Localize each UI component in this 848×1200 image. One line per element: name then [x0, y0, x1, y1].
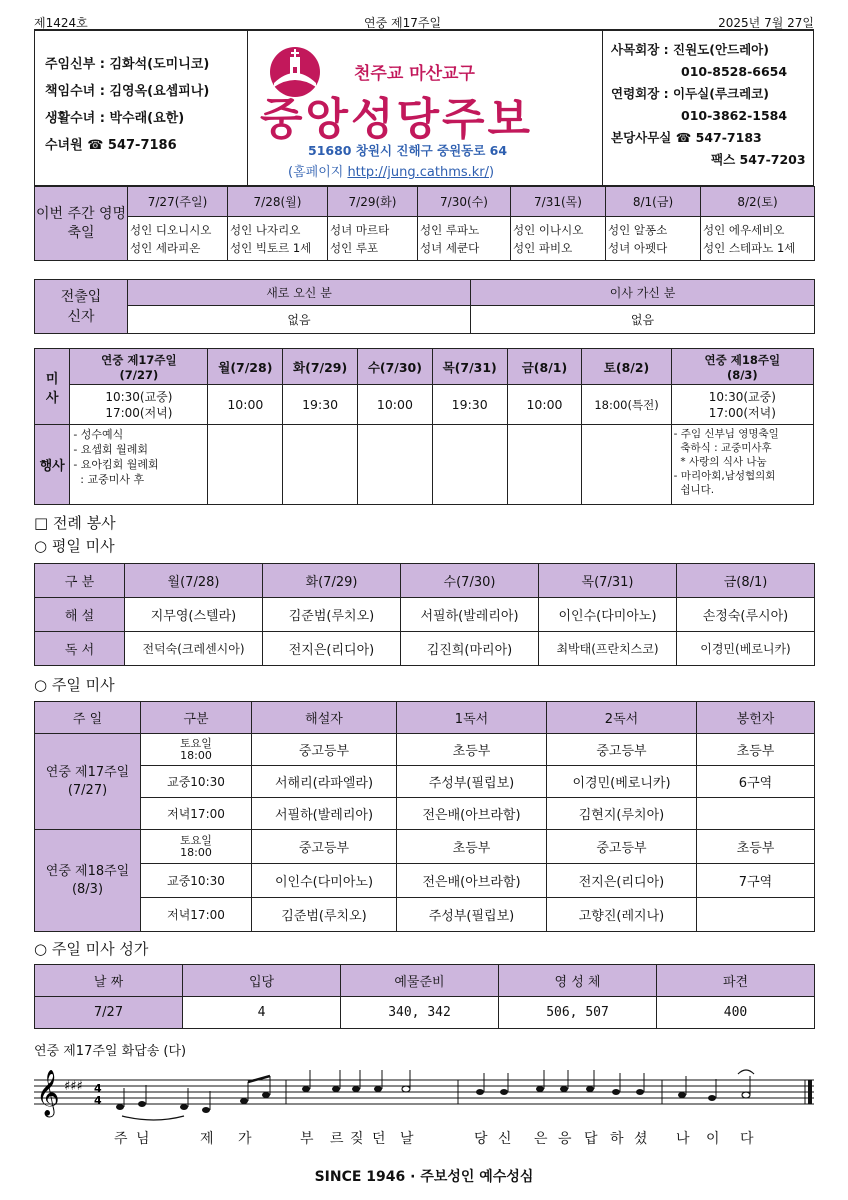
col-header: 화(7/29) — [263, 564, 401, 598]
lyric-syllable: 신 — [498, 1131, 512, 1147]
table-cell: 김진희(마리아) — [401, 632, 539, 666]
table-cell: 이인수(다미아노) — [252, 864, 397, 898]
table-cell: 김준범(루치오) — [263, 598, 401, 632]
transfer-out-value: 없음 — [471, 306, 815, 334]
schedule-day: 화(7/29) — [283, 349, 358, 385]
fax: 팩스 547-7203 — [711, 152, 806, 167]
lyric-syllable: 주 — [114, 1131, 128, 1147]
sunday-table — [34, 701, 815, 932]
convent-phone: 수녀원 ☎ 547-7186 — [45, 138, 177, 153]
svg-text:4: 4 — [94, 1094, 102, 1107]
table-cell: 주성부(필립보) — [397, 766, 547, 798]
psalm-lyrics — [34, 1128, 814, 1152]
col-header: 1독서 — [397, 702, 547, 734]
mass-time: 10:30(교중) 17:00(저녁) — [671, 385, 813, 425]
table-cell: 전지은(리디아) — [263, 632, 401, 666]
table-cell: 서해리(라파엘라) — [252, 766, 397, 798]
col-header: 금(8/1) — [677, 564, 815, 598]
feast-day: 7/27(주일) — [128, 187, 228, 217]
table-cell — [697, 798, 815, 830]
table-row — [35, 864, 815, 898]
table-row — [35, 598, 815, 632]
saint-name: 성인 나자리오 — [230, 222, 301, 237]
lyric-syllable: 셨 — [634, 1131, 648, 1147]
col-header: 영 성 체 — [499, 965, 657, 997]
table-cell: 전은배(아브라함) — [397, 798, 547, 830]
col-header: 구 분 — [35, 564, 125, 598]
table-cell: 손정숙(루시아) — [677, 598, 815, 632]
pastor-line: 주임신부 : 김화석(도미니코) — [45, 57, 210, 72]
table-cell: 김준범(루치오) — [252, 898, 397, 932]
saint-name: 성녀 세쿤다 — [420, 240, 480, 255]
event-item: 쉽니다. — [673, 484, 715, 496]
lyric-syllable: 나 — [676, 1131, 690, 1147]
lyric-syllable: 던 — [372, 1131, 386, 1147]
table-cell: 교중10:30 — [141, 766, 252, 798]
col-header: 목(7/31) — [539, 564, 677, 598]
saint-name: 성녀 아펫다 — [608, 240, 668, 255]
saint-name: 성인 이나시오 — [513, 222, 584, 237]
col-header: 구분 — [141, 702, 252, 734]
table-cell: 교중10:30 — [141, 864, 252, 898]
bulletin-title: 중앙성당주보 — [260, 94, 534, 145]
col-header: 입당 — [183, 965, 341, 997]
event-item: - 마리아회,남성협의회 — [673, 470, 776, 482]
saint-name: 성인 디오니시오 — [130, 222, 212, 237]
table-cell: 초등부 — [697, 734, 815, 766]
svg-text:♯♯♯: ♯♯♯ — [64, 1079, 83, 1094]
saint-name: 성인 파비오 — [513, 240, 573, 255]
saint-name: 성인 루포 — [330, 240, 379, 255]
col-header: 파견 — [657, 965, 815, 997]
sunday-heading: ○ 주일 미사 — [34, 676, 115, 694]
lyric-syllable: 르 — [330, 1131, 344, 1147]
table-cell: 7구역 — [697, 864, 815, 898]
saint-name: 성녀 마르타 — [330, 222, 390, 237]
event-item: - 요아킴회 월례회 — [73, 458, 159, 471]
table-row — [35, 830, 815, 864]
transfer-in-header: 새로 오신 분 — [128, 280, 471, 306]
mass-time: 18:00(특전) — [582, 385, 671, 425]
schedule-day: 목(7/31) — [432, 349, 507, 385]
table-row — [35, 898, 815, 932]
table-cell: 이경민(베로니카) — [547, 766, 697, 798]
psalm-caption: 연중 제17주일 화답송 (다) — [34, 1044, 187, 1059]
issue-number: 제1424호 — [34, 16, 88, 30]
table-cell: 고향진(레지나) — [547, 898, 697, 932]
issue-date: 2025년 7월 27일 — [718, 16, 814, 30]
event-item: * 사랑의 식사 나눔 — [673, 456, 767, 468]
lyric-syllable: 답 — [584, 1131, 598, 1147]
sister2-line: 생활수녀 : 박수래(요한) — [45, 111, 185, 126]
lyric-syllable: 님 — [136, 1131, 150, 1147]
hymn-date: 7/27 — [35, 997, 183, 1029]
mass-schedule-table — [34, 348, 814, 505]
col-header: 2독서 — [547, 702, 697, 734]
hymn-number: 400 — [657, 997, 815, 1029]
col-header: 해설자 — [252, 702, 397, 734]
masthead-center — [248, 31, 602, 185]
col-header: 수(7/30) — [401, 564, 539, 598]
table-row — [35, 766, 815, 798]
table-cell: 중고등부 — [547, 734, 697, 766]
hymns-table — [34, 964, 815, 1029]
sunday-group-label: 연중 제18주일 (8/3) — [35, 830, 141, 932]
table-cell: 6구역 — [697, 766, 815, 798]
lyric-syllable: 가 — [238, 1131, 252, 1147]
schedule-day: 금(8/1) — [507, 349, 582, 385]
table-cell: 저녁17:00 — [141, 798, 252, 830]
feast-day: 7/30(수) — [418, 187, 511, 217]
hymn-number: 340, 342 — [341, 997, 499, 1029]
feast-day: 8/2(토) — [701, 187, 815, 217]
funeral-president: 연령회장 : 이두실(루크레코) — [611, 86, 769, 101]
svg-text:4: 4 — [94, 1082, 102, 1095]
table-row — [35, 997, 815, 1029]
lyric-syllable: 은 — [534, 1131, 548, 1147]
saint-name: 성인 에우세비오 — [703, 222, 785, 237]
mass-time: 19:30 — [432, 385, 507, 425]
table-cell: 이경민(베로니카) — [677, 632, 815, 666]
table-cell: 최박태(프란치스코) — [539, 632, 677, 666]
clergy-info — [35, 31, 248, 185]
feast-label: 이번 주간 영명축일 — [35, 187, 128, 261]
table-cell: 김현지(루치아) — [547, 798, 697, 830]
feast-day: 8/1(금) — [606, 187, 701, 217]
table-cell: 초등부 — [697, 830, 815, 864]
svg-text:𝄞: 𝄞 — [36, 1070, 60, 1116]
table-cell: 이인수(다미아노) — [539, 598, 677, 632]
transfer-in-value: 없음 — [128, 306, 471, 334]
mass-time: 10:00 — [358, 385, 433, 425]
parish-name: 천주교 마산교구 — [354, 64, 475, 84]
col-header: 봉헌자 — [697, 702, 815, 734]
mass-time: 10:00 — [208, 385, 283, 425]
table-cell: 토요일 18:00 — [141, 830, 252, 864]
saint-name: 성인 빅토르 1세 — [230, 240, 312, 255]
table-cell: 중고등부 — [252, 734, 397, 766]
event-item: : 교중미사 후 — [73, 473, 145, 486]
schedule-day: 수(7/30) — [358, 349, 433, 385]
lyric-syllable: 날 — [400, 1131, 414, 1147]
sunday-group-label: 연중 제17주일 (7/27) — [35, 734, 141, 830]
schedule-day: 월(7/28) — [208, 349, 283, 385]
table-cell: 중고등부 — [252, 830, 397, 864]
table-row — [35, 632, 815, 666]
lyric-syllable: 응 — [558, 1131, 572, 1147]
col-header: 월(7/28) — [125, 564, 263, 598]
events-next-sunday — [671, 425, 813, 505]
church-address: 51680 창원시 진해구 중원동로 64 — [308, 143, 508, 158]
lyric-syllable: 당 — [474, 1131, 488, 1147]
row-label: 해 설 — [35, 598, 125, 632]
table-cell — [697, 898, 815, 932]
table-cell: 전은배(아브라함) — [397, 864, 547, 898]
homepage: (홈페이지 http://jung.cathms.kr/) — [288, 165, 495, 180]
masthead — [34, 30, 814, 186]
table-cell: 토요일 18:00 — [141, 734, 252, 766]
mass-time: 19:30 — [283, 385, 358, 425]
feast-day: 7/31(목) — [511, 187, 606, 217]
music-staff — [34, 1058, 814, 1122]
lyric-syllable: 짖 — [350, 1131, 364, 1147]
saint-name: 성인 루파노 — [420, 222, 480, 237]
table-cell: 중고등부 — [547, 830, 697, 864]
transfer-table — [34, 279, 815, 334]
schedule-day: 연중 제18주일 (8/3) — [671, 349, 813, 385]
table-cell: 서필하(발레리아) — [401, 598, 539, 632]
table-row — [35, 734, 815, 766]
homepage-link[interactable]: http://jung.cathms.kr/ — [347, 165, 490, 180]
footer-motto: SINCE 1946 · 주보성인 예수성심 — [314, 1169, 534, 1185]
mass-time: 10:30(교중) 17:00(저녁) — [70, 385, 208, 425]
lyric-syllable: 부 — [300, 1131, 314, 1147]
mass-label: 미사 — [35, 349, 70, 425]
table-cell: 지무영(스텔라) — [125, 598, 263, 632]
funeral-phone: 010-3862-1584 — [681, 108, 788, 123]
weekday-table — [34, 563, 815, 666]
row-label: 독 서 — [35, 632, 125, 666]
transfer-label: 전출입 신자 — [35, 280, 128, 334]
table-cell: 초등부 — [397, 734, 547, 766]
top-bar — [34, 12, 814, 32]
col-header: 주 일 — [35, 702, 141, 734]
table-cell: 서필하(발레리아) — [252, 798, 397, 830]
hymns-heading: ○ 주일 미사 성가 — [34, 940, 149, 958]
lyric-syllable: 이 — [706, 1131, 720, 1147]
liturgical-week: 연중 제17주일 — [364, 16, 442, 30]
events-sunday — [70, 425, 208, 505]
office-phone: 본당사무실 ☎ 547-7183 — [611, 130, 762, 145]
schedule-day: 토(8/2) — [582, 349, 671, 385]
lyric-syllable: 다 — [740, 1131, 754, 1147]
table-cell: 전덕숙(크레센시아) — [125, 632, 263, 666]
feast-day: 7/29(화) — [328, 187, 418, 217]
mass-time: 10:00 — [507, 385, 582, 425]
event-item: 축하식 : 교중미사후 — [673, 442, 772, 454]
col-header: 날 짜 — [35, 965, 183, 997]
col-header: 예물준비 — [341, 965, 499, 997]
transfer-out-header: 이사 가신 분 — [471, 280, 815, 306]
sister-line: 책임수녀 : 김영옥(요셉피나) — [45, 84, 210, 99]
hymn-number: 4 — [183, 997, 341, 1029]
table-row — [35, 798, 815, 830]
table-cell: 전지은(리디아) — [547, 864, 697, 898]
event-item: - 주임 신부님 영명축일 — [673, 428, 779, 440]
schedule-day: 연중 제17주일 (7/27) — [70, 349, 208, 385]
council-phone: 010-8528-6654 — [681, 64, 788, 79]
weekday-heading: ○ 평일 미사 — [34, 537, 115, 555]
lyric-syllable: 하 — [610, 1131, 624, 1147]
saint-name: 성인 알퐁소 — [608, 222, 668, 237]
hymn-number: 506, 507 — [499, 997, 657, 1029]
psalm-score — [34, 1058, 814, 1158]
feast-table — [34, 186, 815, 261]
table-cell: 저녁17:00 — [141, 898, 252, 932]
council-president: 사목회장 : 진원도(안드레아) — [611, 42, 769, 57]
liturgy-heading: □ 전례 봉사 — [34, 514, 116, 532]
table-cell: 초등부 — [397, 830, 547, 864]
saint-name: 성인 세라피온 — [130, 240, 201, 255]
lyric-syllable: 제 — [200, 1131, 214, 1147]
saint-name: 성인 스테파노 1세 — [703, 240, 796, 255]
event-item: - 요셉회 월례회 — [73, 443, 149, 456]
contact-info — [602, 31, 815, 185]
table-cell: 주성부(필립보) — [397, 898, 547, 932]
event-label: 행사 — [35, 425, 70, 505]
event-item: - 성수예식 — [73, 428, 124, 441]
feast-day: 7/28(월) — [228, 187, 328, 217]
